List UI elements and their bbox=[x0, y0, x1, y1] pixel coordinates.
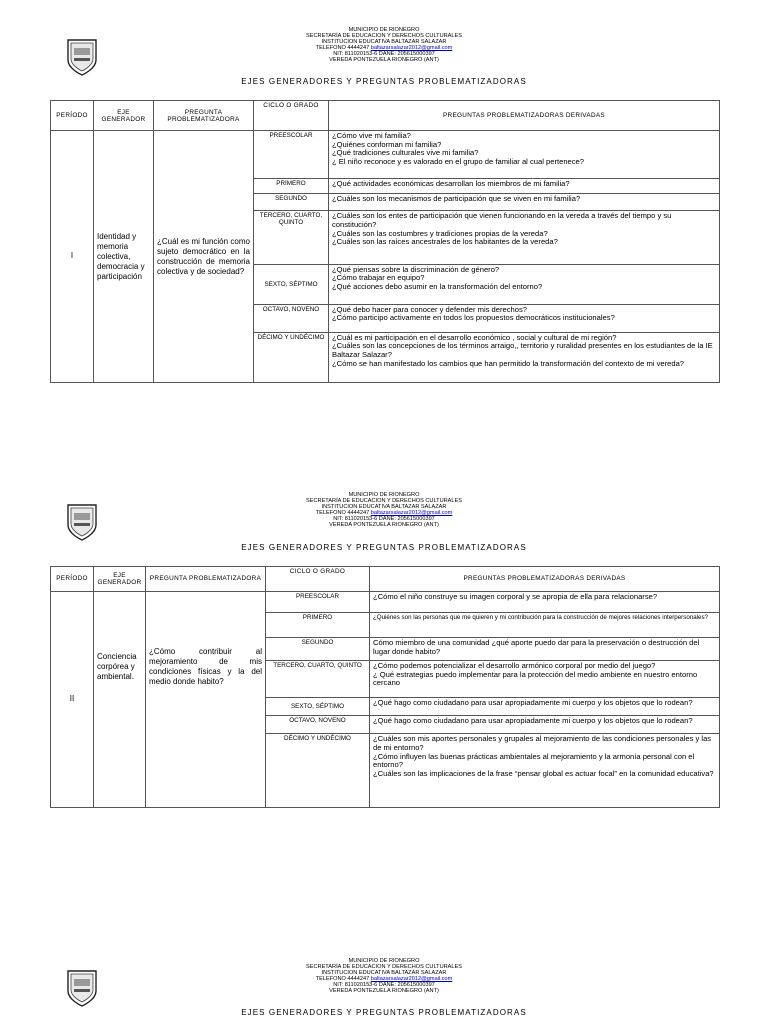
header-email-link[interactable]: baltazarsalazar2012@gmail.com bbox=[370, 45, 453, 52]
grado-cell: PRIMERO bbox=[266, 612, 370, 638]
grado-cell: DÉCIMO Y UNDÉCIMO bbox=[266, 734, 370, 808]
ejes-table-periodo-1 bbox=[50, 100, 720, 383]
header-line: VEREDA PONTEZUELA RIONEGRO (ANT) bbox=[329, 57, 439, 64]
question-item: ¿Cómo podemos potencializar el desarrollo armónico corporal por medio del juego? bbox=[373, 660, 656, 670]
derivadas-cell bbox=[329, 264, 720, 304]
question-item: ¿Cómo trabajar en equipo? bbox=[332, 273, 425, 283]
question-item: ¿Cómo se han manifestado los cambios que han permitido la transformación del contexto de mi vereda? bbox=[332, 358, 685, 368]
derivadas-cell bbox=[370, 612, 720, 638]
header-line: SECRETARÍA DE EDUCACION Y DERECHOS CULTURALES bbox=[306, 33, 462, 40]
grado-cell: SEXTO, SÉPTIMO bbox=[266, 697, 370, 715]
question-item: ¿Cuál es mi participación en el desarrollo económico , social y cultural de mi región? bbox=[332, 332, 617, 342]
header-line: NIT: 811020153-6 DANE: 205615000397 bbox=[333, 516, 435, 523]
grado-cell: PREESCOLAR bbox=[266, 591, 370, 612]
header-line: VEREDA PONTEZUELA RIONEGRO (ANT) bbox=[329, 988, 439, 995]
col-periodo: PERÍODO bbox=[51, 567, 94, 592]
question-item: ¿Qué hago como ciudadano para usar apropiadamente mi cuerpo y los objetos que lo rodean? bbox=[373, 716, 693, 726]
periodo-cell: II bbox=[51, 591, 94, 808]
header-line: NIT: 811020153-6 DANE: 205615000397 bbox=[333, 982, 435, 989]
grado-cell: SEXTO, SÉPTIMO bbox=[254, 264, 329, 304]
question-item: ¿Cuáles son los mecanismos de participación que se viven en mi familia? bbox=[332, 194, 581, 204]
question-item: ¿Cómo influyen las buenas prácticas ambientales al mejoramiento y la armonía personal con el entorno? bbox=[373, 751, 695, 770]
header-phone: TELEFONO 4444247 bbox=[315, 510, 370, 517]
col-pregunta: PREGUNTA PROBLEMATIZADORA bbox=[154, 101, 254, 131]
col-eje: EJE GENERADOR bbox=[94, 567, 146, 592]
col-ciclo: CICLO O GRADO bbox=[254, 101, 329, 131]
table-header-row bbox=[51, 567, 720, 592]
col-derivadas: PREGUNTAS PROBLEMATIZADORAS DERIVADAS bbox=[329, 101, 720, 131]
header-line: SECRETARÍA DE EDUCACION Y DERECHOS CULTURALES bbox=[306, 964, 462, 971]
header-line: INSTITUCION EDUCATIVA BALTAZAR SALAZAR bbox=[321, 504, 447, 511]
question-item: ¿Cuáles son los entes de participación que vienen funcionando en la vereda a través del tiempo y su constitución? bbox=[332, 211, 672, 229]
header-line: MUNICIPIO DE RIONEGRO bbox=[348, 27, 420, 33]
question-item: ¿Cuáles son las raíces ancestrales de los habitantes de la vereda? bbox=[332, 237, 558, 247]
question-item: ¿Cómo el niño construye su imagen corporal y se apropia de ella para relacionarse? bbox=[373, 591, 658, 601]
derivadas-cell bbox=[329, 211, 720, 264]
derivadas-cell bbox=[370, 591, 720, 612]
question-item: ¿Cómo vive mi familia? bbox=[332, 131, 411, 141]
institution-header bbox=[0, 492, 768, 529]
grado-cell: PREESCOLAR bbox=[254, 131, 329, 179]
question-item: ¿Qué debo hacer para conocer y defender mis derechos? bbox=[332, 304, 528, 314]
table-row bbox=[51, 591, 720, 612]
question-item: ¿Cuáles son las concepciones de los términos arraigo,, territorio y ruralidad presentes en los estudiantes de la IE Baltazar Salazar? bbox=[332, 341, 713, 359]
derivadas-cell bbox=[370, 638, 720, 660]
question-item: ¿Qué tradiciones culturales vive mi familia? bbox=[332, 148, 479, 158]
pregunta-cell: ¿Cuál es mi función como sujeto democrático en la construcción de memoria colectiva y de sociedad? bbox=[154, 131, 254, 383]
header-phone: TELEFONO 4444247 bbox=[315, 976, 370, 983]
question-item: ¿Quiénes conforman mi familia? bbox=[332, 139, 442, 149]
derivadas-cell bbox=[370, 716, 720, 734]
document-title: EJES GENERADORES Y PREGUNTAS PROBLEMATIZADORAS bbox=[241, 1008, 527, 1017]
eje-cell: Identidad y memoria colectiva, democracia y participación bbox=[94, 131, 154, 383]
grado-cell: SEGUNDO bbox=[266, 638, 370, 660]
question-item: ¿ Qué estrategias puedo implementar para la protección del medio ambiente en nuestro entorno cercano bbox=[373, 669, 698, 688]
header-line: SECRETARÍA DE EDUCACION Y DERECHOS CULTURALES bbox=[306, 498, 462, 505]
eje-cell: Conciencia corpórea y ambiental. bbox=[94, 591, 146, 808]
document-title: EJES GENERADORES Y PREGUNTAS PROBLEMATIZADORAS bbox=[241, 77, 527, 86]
question-item: ¿Quiénes son las personas que me quieren y mi contribución para la construcción de mejores relaciones interpersonales? bbox=[373, 613, 708, 621]
document-title: EJES GENERADORES Y PREGUNTAS PROBLEMATIZADORAS bbox=[241, 543, 527, 552]
question-item: ¿Cómo participo activamente en todos los propuestos democráticos institucionales? bbox=[332, 313, 615, 323]
header-email-link[interactable]: baltazarsalazar2012@gmail.com bbox=[370, 510, 453, 517]
institution-header bbox=[0, 27, 768, 64]
grado-cell: DÉCIMO Y UNDÉCIMO bbox=[254, 332, 329, 382]
grado-cell: TERCERO, CUARTO, QUINTO bbox=[254, 211, 329, 264]
derivadas-cell bbox=[329, 194, 720, 211]
grado-cell: OCTAVO, NOVENO bbox=[266, 716, 370, 734]
derivadas-cell bbox=[329, 131, 720, 179]
periodo-cell: I bbox=[51, 131, 94, 383]
header-line: VEREDA PONTEZUELA RIONEGRO (ANT) bbox=[329, 522, 439, 529]
col-pregunta: PREGUNTA PROBLEMATIZADORA bbox=[146, 567, 266, 592]
header-line: INSTITUCION EDUCATIVA BALTAZAR SALAZAR bbox=[321, 970, 447, 977]
question-item: ¿Cuáles son mis aportes personales y grupales al mejoramiento de las condiciones personales y las de mi entorno? bbox=[373, 734, 712, 752]
derivadas-cell bbox=[329, 304, 720, 332]
grado-cell: SEGUNDO bbox=[254, 194, 329, 211]
table-header-row bbox=[51, 101, 720, 131]
ejes-table-periodo-2 bbox=[50, 566, 720, 808]
question-item: ¿Qué hago como ciudadano para usar apropiadamente mi cuerpo y los objetos que lo rodean? bbox=[373, 697, 693, 707]
derivadas-cell bbox=[370, 734, 720, 808]
table-row bbox=[51, 131, 720, 179]
question-item: ¿Qué actividades económicas desarrollan los miembros de mi familia? bbox=[332, 179, 570, 189]
derivadas-cell bbox=[329, 332, 720, 382]
derivadas-cell bbox=[329, 179, 720, 194]
col-eje: EJE GENERADOR bbox=[94, 101, 154, 131]
header-line: NIT: 811020153-6 DANE: 205615000397 bbox=[333, 51, 435, 58]
header-line: MUNICIPIO DE RIONEGRO bbox=[348, 958, 420, 964]
derivadas-cell bbox=[370, 697, 720, 715]
col-periodo: PERÍODO bbox=[51, 101, 94, 131]
question-item: ¿ El niño reconoce y es valorado en el grupo de familiar al cual pertenece? bbox=[332, 156, 585, 166]
question-item: Cómo miembro de una comunidad ¿qué aporte puedo dar para la preservación o destrucción del lugar donde habito? bbox=[373, 638, 700, 657]
question-item: ¿Cuáles son las implicaciones de la frase “pensar global es actuar focal” en la comunidad educativa? bbox=[373, 768, 714, 778]
pregunta-cell: ¿Cómo contribuir al mejoramiento de mis condiciones físicas y la del medio donde habito? bbox=[146, 591, 266, 808]
header-email-link[interactable]: baltazarsalazar2012@gmail.com bbox=[370, 976, 453, 983]
derivadas-cell bbox=[370, 660, 720, 697]
grado-cell: PRIMERO bbox=[254, 179, 329, 194]
header-line: MUNICIPIO DE RIONEGRO bbox=[348, 492, 420, 498]
grado-cell: OCTAVO, NOVENO bbox=[254, 304, 329, 332]
institution-header bbox=[0, 958, 768, 995]
question-item: ¿Qué acciones debo asumir en la transformación del entorno? bbox=[332, 281, 543, 291]
question-item: ¿Cuáles son las costumbres y tradiciones propias de la vereda? bbox=[332, 228, 548, 238]
header-line: INSTITUCION EDUCATIVA BALTAZAR SALAZAR bbox=[321, 39, 447, 46]
question-item: ¿Qué piensas sobre la discriminación de género? bbox=[332, 264, 500, 274]
col-ciclo: CICLO O GRADO bbox=[266, 567, 370, 592]
header-phone: TELEFONO 4444247 bbox=[315, 45, 370, 52]
grado-cell: TERCERO, CUARTO, QUINTO bbox=[266, 660, 370, 697]
col-derivadas: PREGUNTAS PROBLEMATIZADORAS DERIVADAS bbox=[370, 567, 720, 592]
